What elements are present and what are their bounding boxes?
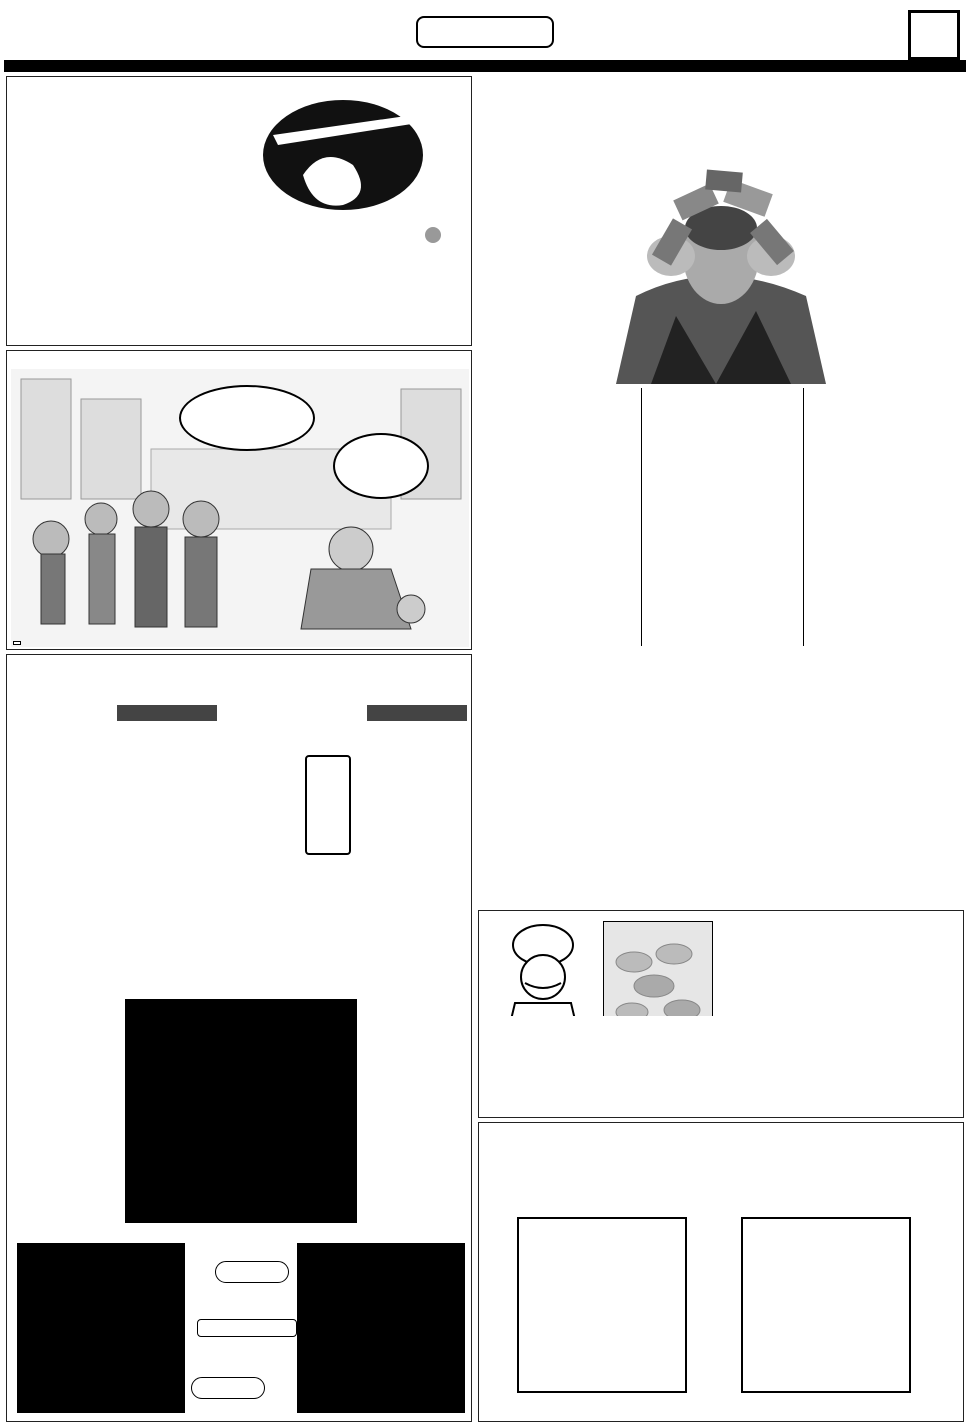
column-divider (641, 388, 642, 646)
humor-item-3 (7, 277, 467, 281)
column-divider (803, 388, 804, 646)
article-col-2 (648, 388, 798, 646)
humor-item-4 (11, 247, 241, 251)
article-columns (478, 384, 964, 650)
speech-bubble-2 (333, 433, 429, 499)
page-header (0, 0, 970, 74)
cartoon-section (6, 350, 472, 650)
previous-solution-grid-normal (297, 1243, 465, 1413)
special-label (117, 705, 217, 721)
previous-solution-grid-special (17, 1243, 185, 1413)
crossword-side-numbers (359, 999, 371, 1223)
header-rule (4, 60, 966, 72)
humor-section (6, 76, 472, 346)
crossword-badge (305, 755, 351, 855)
normal-label (367, 705, 467, 721)
crossword-top-numbers (125, 987, 357, 997)
kenken-answer-grid (741, 1217, 911, 1393)
writing-hand-illustration (243, 85, 463, 245)
cartoon-credit (13, 641, 21, 645)
main-article (478, 76, 964, 650)
crossword-section (6, 654, 472, 1422)
special-arrow (191, 1377, 265, 1399)
humor-logo (243, 85, 463, 245)
recipe-method (478, 1016, 964, 1118)
previous-solution-label (197, 1319, 297, 1337)
article-col-3 (482, 388, 636, 646)
stressed-man-photo (556, 146, 876, 384)
kenken-section (478, 1122, 964, 1422)
section-title-tab (416, 16, 554, 48)
article-col-1 (810, 388, 960, 646)
crossword-grid[interactable] (125, 999, 357, 1223)
normal-arrow (215, 1261, 289, 1283)
page-number-box (908, 10, 960, 60)
newspaper-logo (6, 6, 102, 58)
speech-bubble-1 (179, 385, 315, 451)
recipe-method-inner (485, 1026, 957, 1027)
kenken-puzzle-grid[interactable] (517, 1217, 687, 1393)
